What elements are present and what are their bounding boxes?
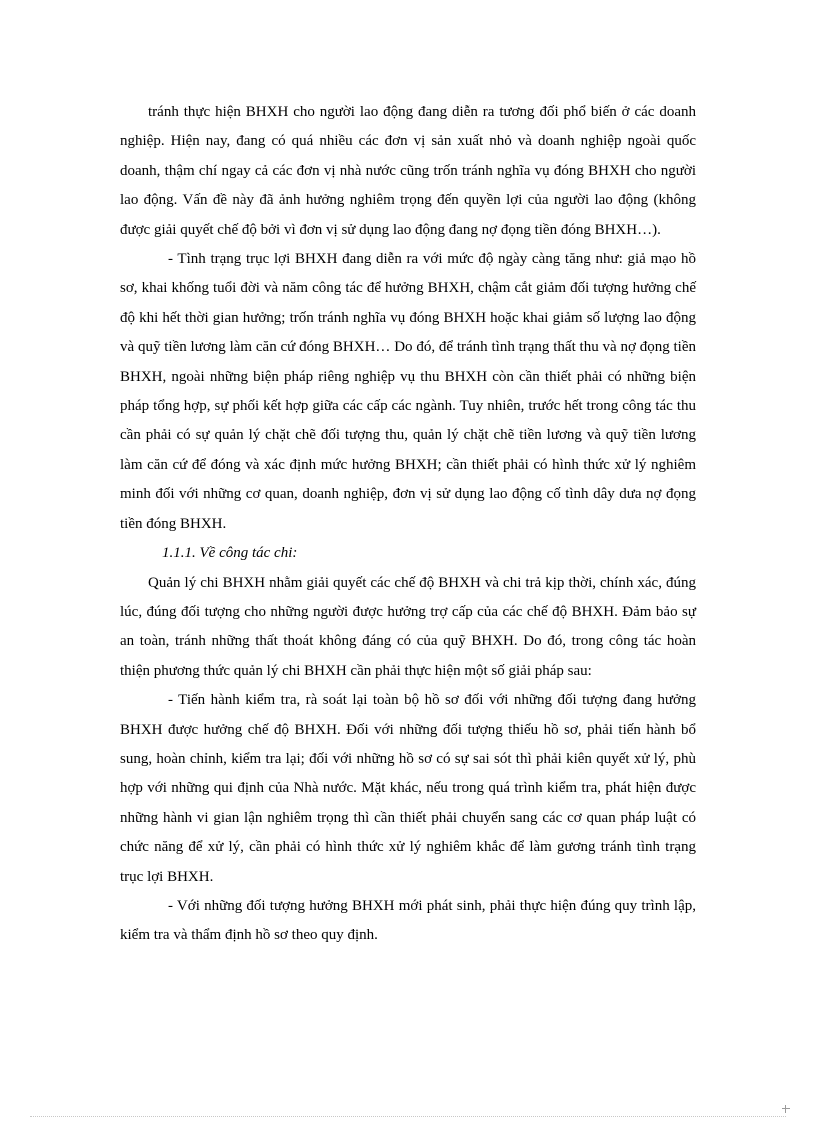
paragraph-expenditure-intro: Quản lý chi BHXH nhằm giải quyết các chế độ BHXH và chi trả kịp thời, chính xác, đúng lúc, đúng đối tượng cho những người được hưởng trợ cấp của các chế độ BHXH. Đảm bảo sự an toàn, tránh những thất thoát không đáng có của quỹ BHXH. Do đó, trong công tác hoàn thiện phương thức quản lý chi BHXH cần phải thực hiện một số giải pháp sau: [120,574,696,679]
paragraph-bullet-new-cases: - Với những đối tượng hưởng BHXH mới phát sinh, phải thực hiện đúng quy trình lập, kiểm tra và thẩm định hồ sơ theo quy định. [120,897,696,944]
paragraph-bullet-fraud: - Tình trạng trục lợi BHXH đang diễn ra với mức độ ngày càng tăng như: giả mạo hồ sơ, khai khống tuổi đời và năm công tác để hưởng BHXH, chậm cắt giảm đối tượng hưởng chế độ khi hết thời gian hưởng; trốn tránh nghĩa vụ đóng BHXH hoặc khai giảm số lượng lao động và quỹ tiền lương làm căn cứ đóng BHXH… Do đó, để tránh tình trạng thất thu và nợ đọng tiền BHXH, ngoài những biện pháp riêng nghiệp vụ thu BHXH còn cần thiết phải có những biện pháp tổng hợp, sự phối kết hợp giữa các cấp các ngành. Tuy nhiên, trước hết trong công tác thu cần phải có sự quản lý chặt chẽ đối tượng thu, quản lý chặt chẽ tiền lương và quỹ tiền lương làm căn cứ để đóng và xác định mức hưởng BHXH; cần thiết phải có hình thức xử lý nghiêm minh đối với những cơ quan, doanh nghiệp, đơn vị sử dụng lao động cố tình dây dưa nợ đọng tiền đóng BHXH. [120,251,696,532]
paragraph-bullet-review: - Tiến hành kiểm tra, rà soát lại toàn bộ hồ sơ đối với những đối tượng đang hưởng BHXH được hưởng chế độ BHXH. Đối với những đối tượng thiếu hồ sơ, phải tiến hành bổ sung, hoàn chỉnh, kiểm tra lại; đối với những hồ sơ có sự sai sót thì phải kiên quyết xử lý, phù hợp với những qui định của Nhà nước. Mặt khác, nếu trong quá trình kiểm tra, phát hiện được những hành vi gian lận nghiêm trọng thì cần thiết phải chuyển sang các cơ quan pháp luật có chức năng để xử lý, cần phải có hình thức xử lý nghiêm khắc để làm gương tránh tình trạng trục lợi BHXH. [120,692,696,885]
section-heading: 1.1.1. Về công tác chi: [162,545,298,562]
corner-crop-mark-icon [782,1105,790,1113]
paragraph-continuation: tránh thực hiện BHXH cho người lao động đang diễn ra tương đối phổ biến ở các doanh nghiệp. Hiện nay, đang có quá nhiều các đơn vị sản xuất nhỏ và doanh nghiệp ngoài quốc doanh, thậm chí ngay cả các đơn vị nhà nước cũng trốn tránh nghĩa vụ đóng BHXH cho người lao động. Vấn đề này đã ảnh hưởng nghiêm trọng đến quyền lợi của người lao động (không được giải quyết chế độ bởi vì đơn vị sử dụng lao động đang nợ đọng tiền đóng BHXH…). [120,104,696,238]
document-body [120,98,696,951]
page-bottom-rule [30,1116,786,1117]
